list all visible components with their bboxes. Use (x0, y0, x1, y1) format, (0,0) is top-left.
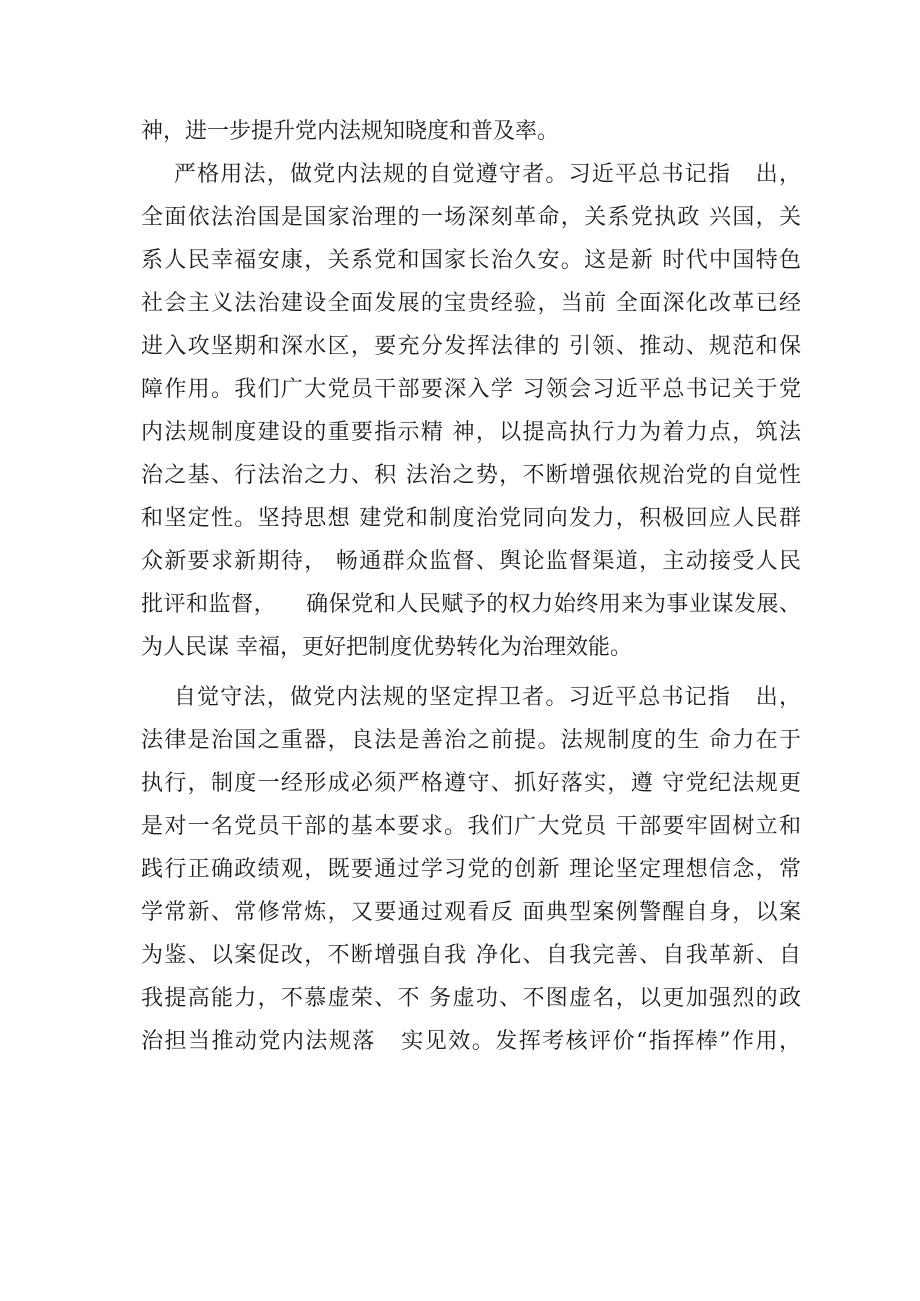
text-line: 进入攻坚期和深水区，要充分发挥法律的 引领、推动、规范和保 (141, 334, 801, 359)
paragraph-first-line: 严格用法，做党内法规的自觉遵守者。习近平总书记指 出， (141, 162, 801, 187)
text-line: 众新要求新期待， 畅通群众监督、舆论监督渠道，主动接受人民 (141, 549, 801, 574)
text-line: 全面依法治国是国家治理的一场深刻革命，关系党执政 兴国，关 (141, 205, 801, 230)
text-line: 治担当推动党内法规落 实见效。发挥考核评价“指挥棒”作用， (141, 1029, 801, 1054)
text-line: 法律是治国之重器，良法是善治之前提。法规制度的生 命力在于 (141, 728, 801, 753)
text-line: 社会主义法治建设全面发展的宝贵经验，当前 全面深化改革已经 (141, 291, 801, 316)
text-line: 为鉴、以案促改，不断增强自我 净化、自我完善、自我革新、自 (141, 943, 801, 968)
text-line: 批评和监督， 确保党和人民赋予的权力始终用来为事业谋发展、 (141, 592, 801, 617)
body-text (141, 110, 801, 1063)
text-line: 践行正确政绩观，既要通过学习党的创新 理论坚定理想信念，常 (141, 857, 801, 882)
text-line: 为人民谋 幸福，更好把制度优势转化为治理效能。 (141, 635, 632, 660)
text-line: 障作用。我们广大党员干部要深入学 习领会习近平总书记关于党 (141, 377, 801, 402)
paragraph-first-line: 自觉守法，做党内法规的坚定捍卫者。习近平总书记指 出， (141, 685, 801, 710)
text-line: 我提高能力，不慕虚荣、不 务虚功、不图虚名，以更加强烈的政 (141, 986, 801, 1011)
text-line: 内法规制度建设的重要指示精 神，以提高执行力为着力点，筑法 (141, 420, 801, 445)
text-line: 是对一名党员干部的基本要求。我们广大党员 干部要牢固树立和 (141, 814, 801, 839)
text-line: 学常新、常修常炼，又要通过观看反 面典型案例警醒自身，以案 (141, 900, 801, 925)
text-line: 神，进一步提升党内法规知晓度和普及率。 (141, 119, 560, 144)
text-line: 系人民幸福安康，关系党和国家长治久安。这是新 时代中国特色 (141, 248, 801, 273)
text-line: 执行，制度一经形成必须严格遵守、抓好落实，遵 守党纪法规更 (141, 771, 801, 796)
text-line: 和坚定性。坚持思想 建党和制度治党同向发力，积极回应人民群 (141, 506, 801, 531)
text-line: 治之基、行法治之力、积 法治之势，不断增强依规治党的自觉性 (141, 463, 801, 488)
